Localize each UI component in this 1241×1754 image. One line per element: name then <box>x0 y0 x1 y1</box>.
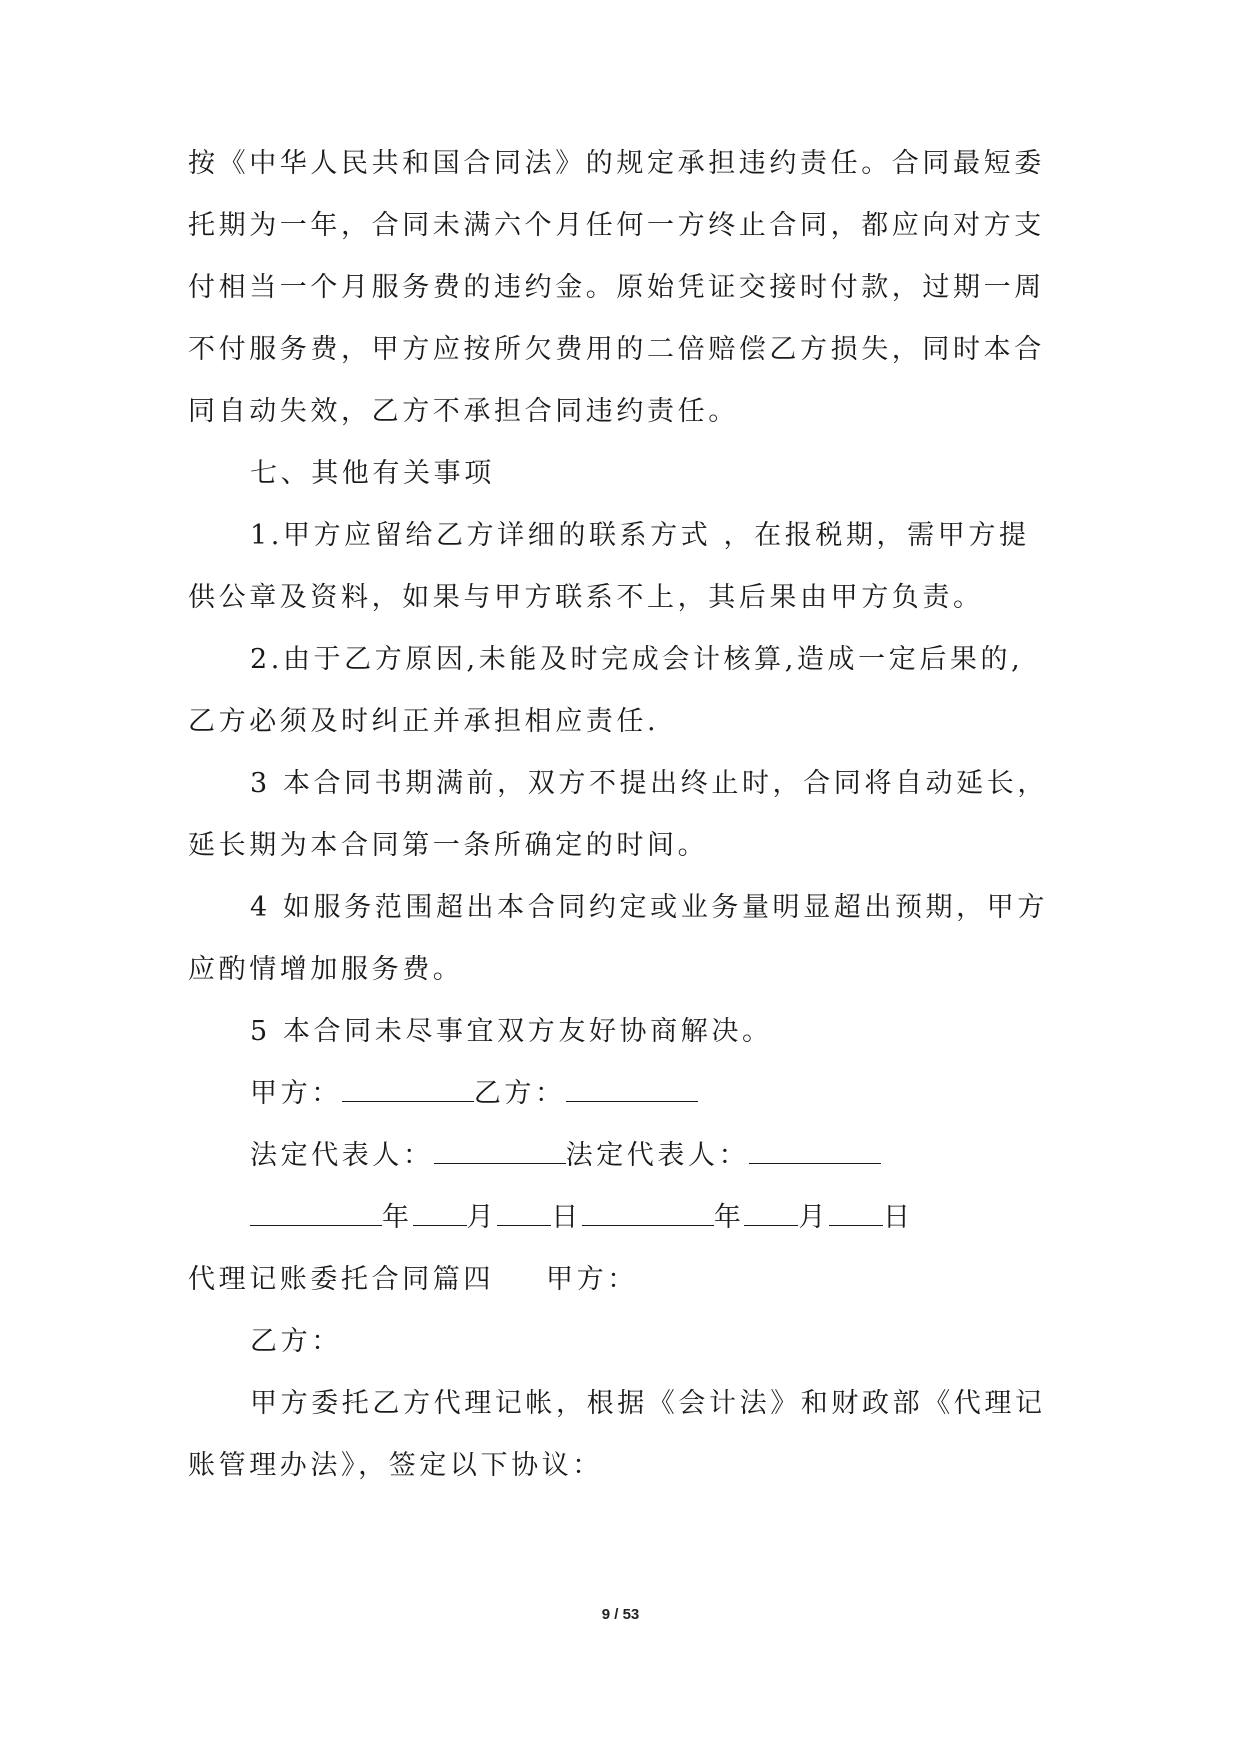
clause-line: 应酌情增加服务费。 <box>188 954 464 985</box>
party-b-label: 乙方： <box>473 1078 566 1109</box>
body-text-line: 按《中华人民共和国合同法》的规定承担违约责任。合同最短委 <box>188 148 1045 179</box>
month-label: 月 <box>798 1202 830 1233</box>
clause-line: 供公章及资料，如果与甲方联系不上，其后果由甲方负责。 <box>188 582 984 613</box>
body-text-line: 托期为一年，合同未满六个月任何一方终止合同，都应向对方支 <box>188 210 1045 241</box>
clause-line: 5 本合同未尽事宜双方友好协商解决。 <box>250 1016 773 1047</box>
clause-line: 4 如服务范围超出本合同约定或业务量明显超出预期，甲方 <box>250 892 1048 923</box>
signature-dates-row <box>250 1201 914 1235</box>
page-number: 9 / 53 <box>601 1606 640 1623</box>
month-blank <box>744 1201 798 1226</box>
rep-b-label: 法定代表人： <box>565 1140 750 1171</box>
signature-representatives-row <box>250 1139 881 1173</box>
year-blank <box>582 1201 714 1226</box>
party-a-blank <box>342 1077 474 1102</box>
month-label: 月 <box>466 1202 498 1233</box>
clause-line: 1.甲方应留给乙方详细的联系方式 ，在报税期，需甲方提 <box>250 520 1030 551</box>
party-b-blank <box>566 1077 698 1102</box>
day-label: 日 <box>551 1202 582 1233</box>
month-blank <box>413 1201 467 1226</box>
rep-a-blank <box>434 1139 566 1164</box>
body-text-line: 同自动失效，乙方不承担合同违约责任。 <box>188 396 739 427</box>
day-blank <box>497 1201 551 1226</box>
party-a-label: 甲方： <box>250 1078 342 1109</box>
intro-line: 甲方委托乙方代理记帐，根据《会计法》和财政部《代理记 <box>250 1388 1046 1419</box>
year-blank <box>250 1201 382 1226</box>
year-label: 年 <box>713 1202 745 1233</box>
year-label: 年 <box>382 1202 413 1233</box>
signature-parties-row <box>250 1077 698 1111</box>
section-title: 代理记账委托合同篇四 <box>188 1264 494 1295</box>
body-text-line: 付相当一个月服务费的违约金。原始凭证交接时付款，过期一周 <box>188 272 1045 303</box>
day-blank <box>829 1201 883 1226</box>
clause-line: 乙方必须及时纠正并承担相应责任. <box>188 706 660 737</box>
party-b-line: 乙方： <box>250 1326 342 1357</box>
body-text-line: 不付服务费，甲方应按所欠费用的二倍赔偿乙方损失，同时本合 <box>188 334 1045 365</box>
rep-b-blank <box>749 1139 881 1164</box>
clause-line: 延长期为本合同第一条所确定的时间。 <box>188 830 709 861</box>
section-heading: 七、其他有关事项 <box>250 458 495 489</box>
day-label: 日 <box>883 1202 914 1233</box>
clause-line: 2.由于乙方原因,未能及时完成会计核算,造成一定后果的, <box>250 644 1024 675</box>
rep-a-label: 法定代表人： <box>250 1140 434 1171</box>
party-a-label: 甲方： <box>546 1264 638 1295</box>
section-four-heading-row <box>188 1263 638 1297</box>
clause-line: 3 本合同书期满前，双方不提出终止时，合同将自动延长， <box>250 768 1048 799</box>
intro-line: 账管理办法》，签定以下协议： <box>188 1450 603 1481</box>
